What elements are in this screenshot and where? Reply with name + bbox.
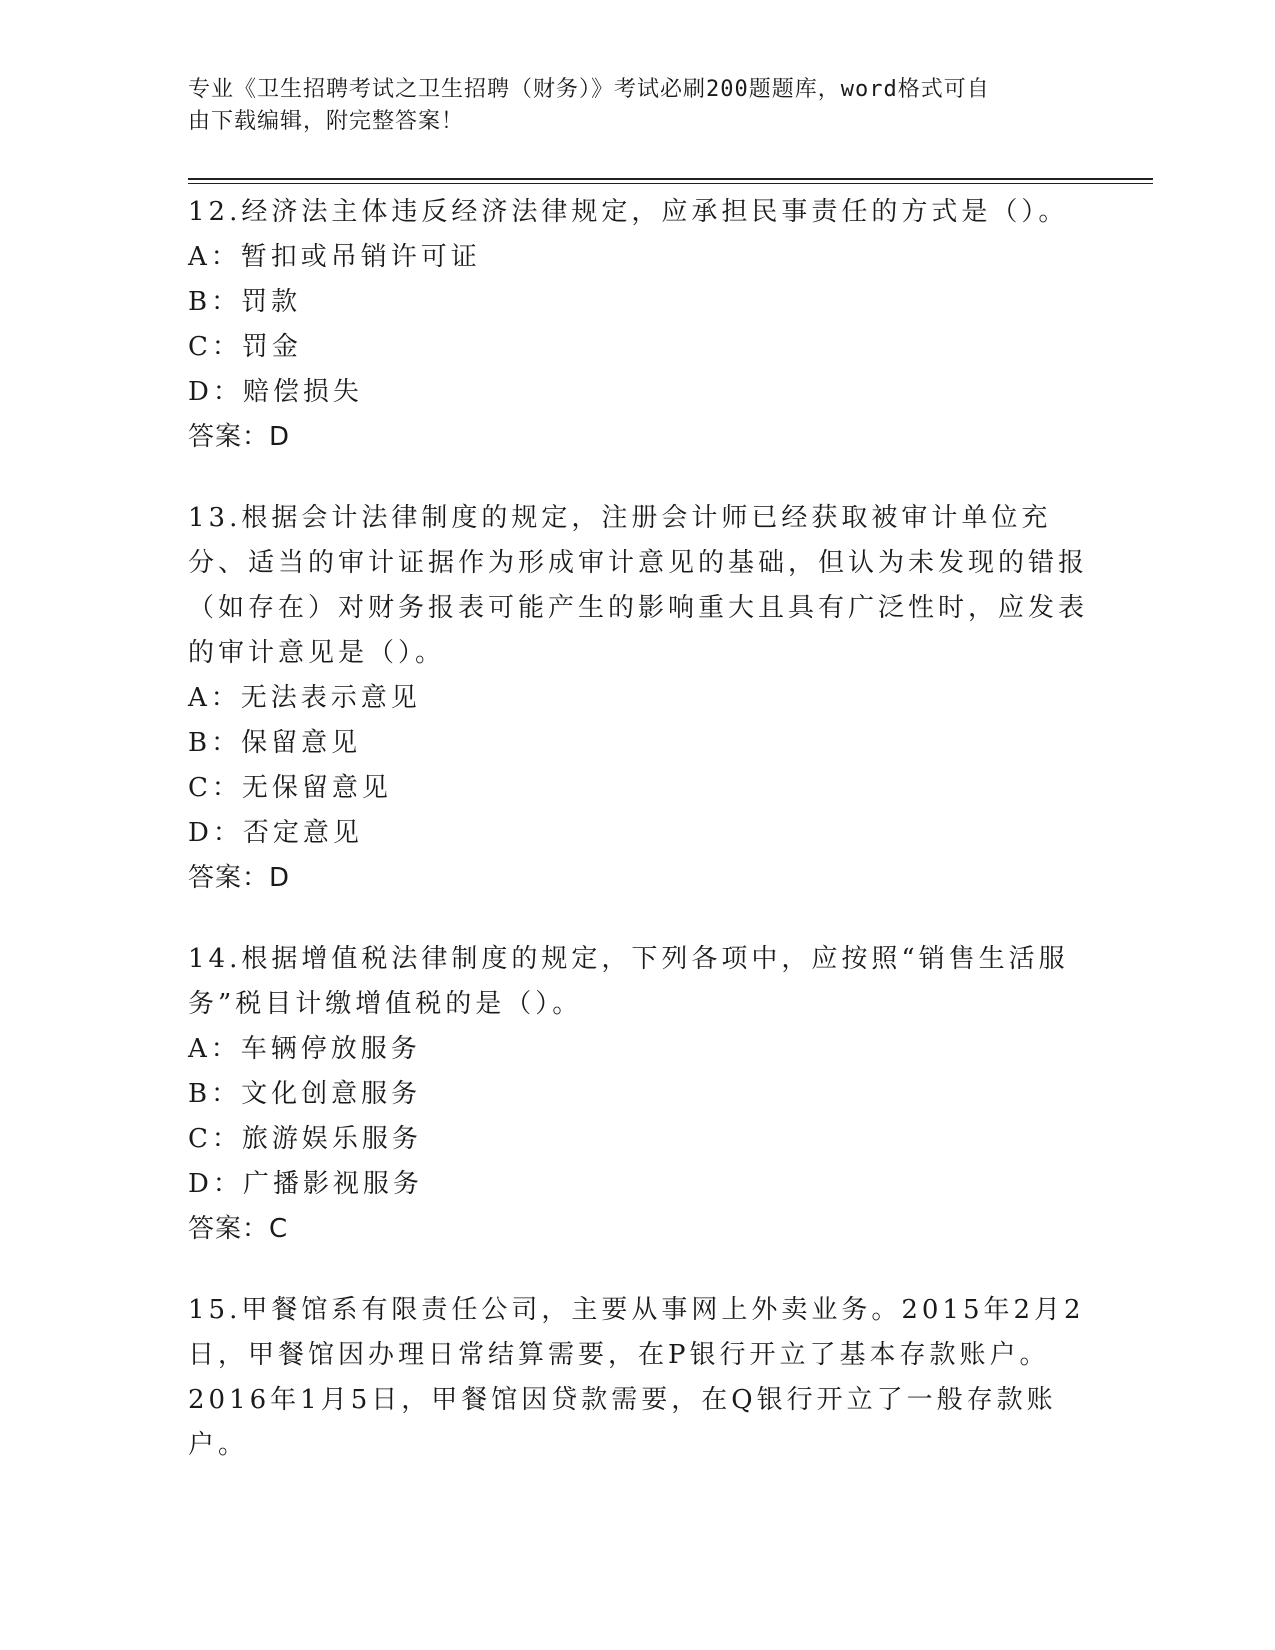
option-d: D：赔偿损失	[188, 377, 363, 407]
answer-line: 答案：D	[188, 863, 291, 893]
header-line-1: 专业《卫生招聘考试之卫生招聘（财务）》考试必刷200题题库，word格式可自	[188, 77, 990, 102]
question-stem: 12.经济法主体违反经济法律规定，应承担民事责任的方式是（）。	[188, 197, 1069, 227]
answer-line: 答案：D	[188, 422, 291, 452]
option-b: B：保留意见	[188, 728, 362, 758]
question-13	[188, 496, 1108, 901]
option-d: D：否定意见	[188, 818, 363, 848]
option-a: A：暂扣或吊销许可证	[188, 242, 481, 272]
header-divider-thick	[188, 178, 1153, 180]
question-stem: 13.根据会计法律制度的规定，注册会计师已经获取被审计单位充分、适当的审计证据作为形成审计意见的基础，但认为未发现的错报（如存在）对财务报表可能产生的影响重大且具有广泛性时，应发表的审计意见是（）。	[188, 503, 1089, 668]
question-stem: 15.甲餐馆系有限责任公司，主要从事网上外卖业务。2015年2月2日，甲餐馆因办理日常结算需要，在P银行开立了基本存款账户。2016年1月5日，甲餐馆因贷款需要，在Q银行开立了一般存款账户。	[188, 1295, 1085, 1460]
option-a: A：无法表示意见	[188, 683, 421, 713]
document-header	[188, 74, 1088, 138]
header-line-2: 由下载编辑，附完整答案！	[188, 109, 465, 134]
option-c: C：无保留意见	[188, 773, 392, 803]
option-c: C：旅游娱乐服务	[188, 1124, 422, 1154]
option-c: C：罚金	[188, 332, 302, 362]
option-a: A：车辆停放服务	[188, 1034, 421, 1064]
question-14	[188, 937, 1108, 1252]
answer-line: 答案：C	[188, 1214, 289, 1244]
question-15	[188, 1288, 1108, 1468]
option-b: B：罚款	[188, 287, 302, 317]
question-list	[188, 190, 1108, 1504]
question-12	[188, 190, 1108, 460]
option-d: D：广播影视服务	[188, 1169, 423, 1199]
header-divider-thin	[188, 183, 1153, 184]
question-stem: 14.根据增值税法律制度的规定，下列各项中，应按照“销售生活服务”税目计缴增值税的是（）。	[188, 944, 1069, 1019]
option-b: B：文化创意服务	[188, 1079, 422, 1109]
